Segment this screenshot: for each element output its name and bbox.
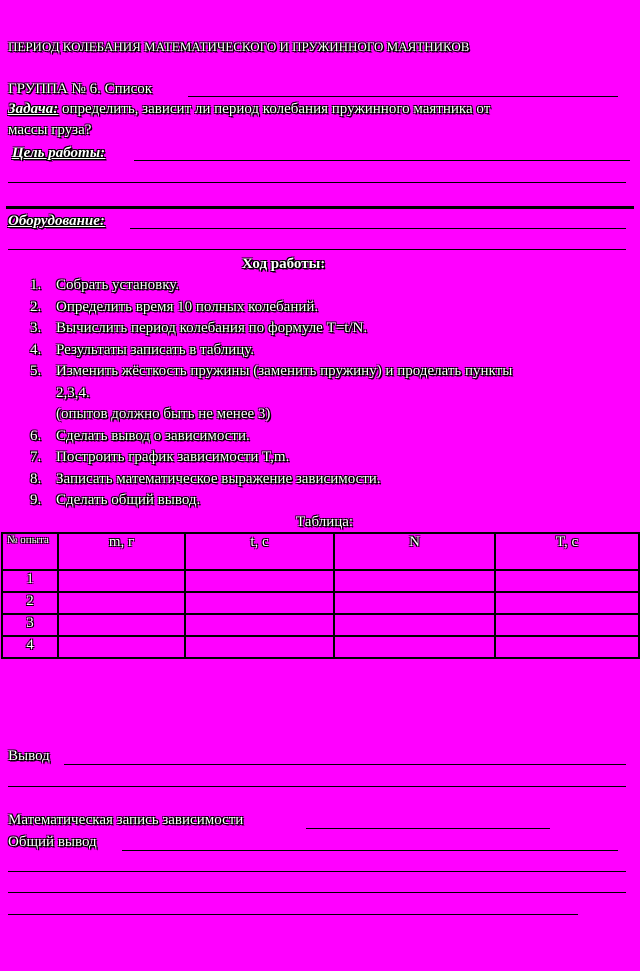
table-caption: Таблица: <box>296 514 354 530</box>
row-number: 2 <box>2 592 58 614</box>
row-number: 3 <box>2 614 58 636</box>
task-text: определить, зависит ли период колебания пружинного маятника от <box>58 101 491 117</box>
step-item: (опытов должно быть не менее 3) <box>56 406 271 422</box>
step-item: 4. Результаты записать в таблицу. <box>30 341 255 358</box>
table-cell[interactable] <box>334 636 495 658</box>
step-item: 5. Изменить жёсткость пружины (заменить пружину) и проделать пункты <box>30 363 513 379</box>
goal-line-2 <box>8 182 626 183</box>
general-line-3 <box>8 892 626 893</box>
table-cell[interactable] <box>58 570 185 592</box>
task-line-2: массы груза? <box>8 122 92 138</box>
task-label: Задача: <box>8 101 59 117</box>
page-title: ПЕРИОД КОЛЕБАНИЯ МАТЕМАТИЧЕСКОГО И ПРУЖИННОГО МАЯТНИКОВ <box>8 39 470 54</box>
procedure-steps <box>30 275 631 512</box>
math-expression-line <box>306 828 550 829</box>
table-row <box>2 614 639 636</box>
row-number: 4 <box>2 636 58 658</box>
table-cell[interactable] <box>58 592 185 614</box>
step-item: 9. Сделать общий вывод. <box>30 492 201 508</box>
step-item: 7. Построить график зависимости T,m. <box>30 449 290 465</box>
table-cell[interactable] <box>495 636 639 658</box>
table-cell[interactable] <box>185 614 334 636</box>
general-conclusion-label: Общий вывод <box>8 834 97 850</box>
group-line <box>188 96 618 97</box>
table-cell[interactable] <box>495 592 639 614</box>
general-line-1 <box>122 850 618 851</box>
table-cell[interactable] <box>58 614 185 636</box>
step-item: 1. Собрать установку. <box>30 277 180 293</box>
equipment-label: Оборудование: <box>8 213 105 229</box>
header-experiment-no: № опыта <box>2 533 58 570</box>
table-cell[interactable] <box>185 636 334 658</box>
conclusion-line-1 <box>64 764 626 765</box>
step-item: 8. Записать математическое выражение зависимости. <box>30 470 381 487</box>
header-count: N <box>334 533 495 570</box>
conclusion-line-2 <box>8 786 626 787</box>
procedure-heading: Ход работы: <box>242 256 326 272</box>
equipment-line-2 <box>8 249 626 250</box>
results-table <box>1 532 640 659</box>
equipment-line-1 <box>130 228 626 229</box>
step-item: 2,3,4. <box>56 384 90 401</box>
table-row <box>2 592 639 614</box>
math-expression-label: Математическая запись зависимости <box>8 812 244 828</box>
header-mass: m, г <box>58 533 185 570</box>
section-divider <box>6 206 634 209</box>
table-row <box>2 570 639 592</box>
table-cell[interactable] <box>495 570 639 592</box>
table-row <box>2 636 639 658</box>
goal-line-1 <box>134 160 630 161</box>
task-line-1 <box>8 100 490 118</box>
goal-label: Цель работы: <box>12 145 106 161</box>
table-cell[interactable] <box>334 614 495 636</box>
table-cell[interactable] <box>185 592 334 614</box>
table-header-row <box>2 533 639 570</box>
general-line-4 <box>8 914 578 915</box>
table-cell[interactable] <box>334 592 495 614</box>
table-cell[interactable] <box>185 570 334 592</box>
group-label: ГРУППА № 6. Список <box>8 81 153 97</box>
table-cell[interactable] <box>495 614 639 636</box>
general-line-2 <box>8 871 626 872</box>
row-number: 1 <box>2 570 58 592</box>
table-cell[interactable] <box>334 570 495 592</box>
table-cell[interactable] <box>58 636 185 658</box>
step-item: 3. Вычислить период колебания по формуле T=t/N. <box>30 320 368 336</box>
header-time: t, с <box>185 533 334 570</box>
step-item: 2. Определить время 10 полных колебаний. <box>30 298 319 315</box>
header-period: T, с <box>495 533 639 570</box>
conclusion-label: Вывод <box>8 748 50 764</box>
step-item: 6. Сделать вывод о зависимости. <box>30 427 250 444</box>
